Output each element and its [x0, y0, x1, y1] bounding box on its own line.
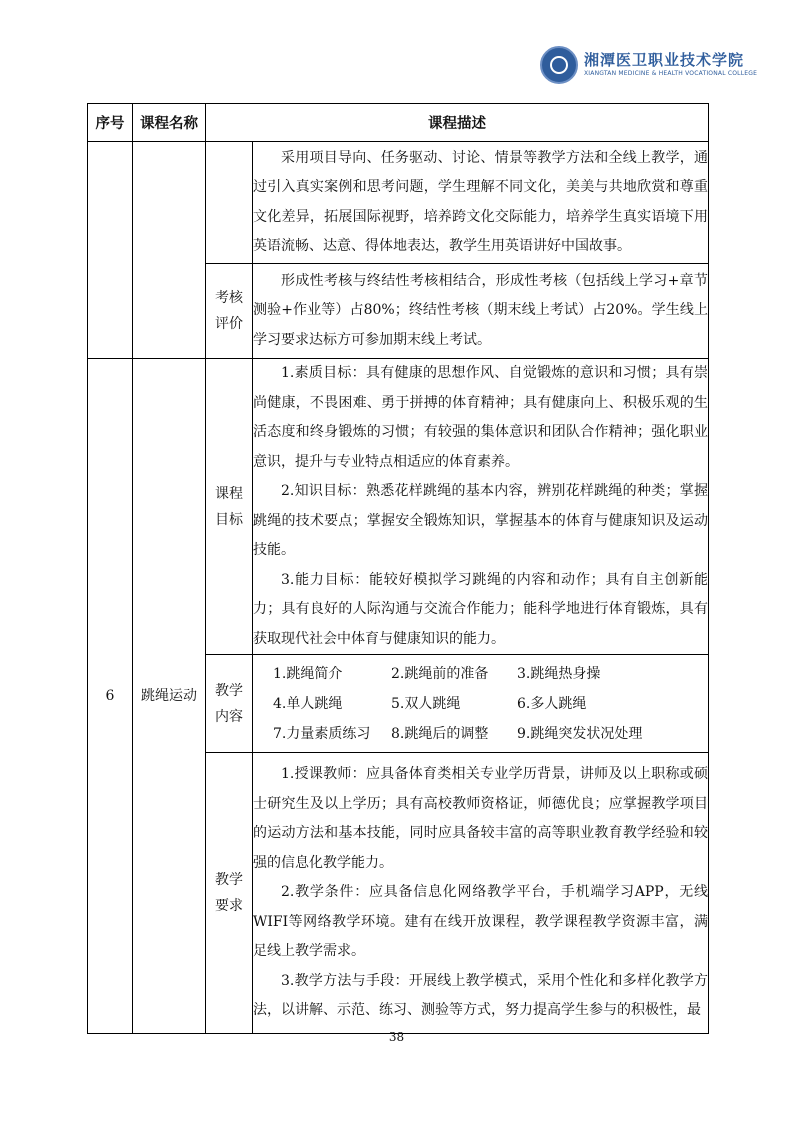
header-course-name: 课程名称	[133, 104, 206, 142]
table-row	[88, 142, 709, 264]
goals-label-line2: 目标	[215, 511, 243, 528]
goals-cell	[253, 359, 709, 655]
college-logo	[540, 46, 758, 86]
header-index: 序号	[88, 104, 133, 142]
prev-description-cell	[253, 142, 709, 264]
content-item: 8.跳绳后的调整	[391, 725, 489, 742]
row6-index-cell: 6	[88, 359, 133, 1034]
logo-english-name: XIANGTAN MEDICINE & HEALTH VOCATIONAL COLLEGE	[584, 70, 758, 77]
page-number: 38	[388, 1030, 405, 1044]
content-item: 4.单人跳绳	[273, 695, 343, 712]
content-item: 5.双人跳绳	[391, 695, 461, 712]
goal-item: 1.素质目标：具有健康的思想作风、自觉锻炼的意识和习惯；具有崇尚健康，不畏困难、勇于拼搏的体育精神；具有健康向上、积极乐观的生活态度和终身锻炼的习惯；有较强的集体意识和团队合作精神；强化职业意识，提升与专业特点相适应的体育素养。	[253, 365, 708, 470]
content-item: 9.跳绳突发状况处理	[517, 725, 643, 742]
goal-item: 3.能力目标：能较好模拟学习跳绳的内容和动作；具有自主创新能力；具有良好的人际沟通与交流合作能力；能科学地进行体育锻炼，具有获取现代社会中体育与健康知识的能力。	[253, 571, 708, 647]
header-course-description: 课程描述	[206, 104, 709, 142]
table-row	[88, 359, 709, 655]
assessment-label-line1: 考核	[215, 290, 243, 306]
assessment-cell	[253, 264, 709, 359]
requirements-label-cell	[206, 753, 253, 1034]
table-header-row	[88, 104, 709, 142]
contents-cell	[253, 655, 709, 753]
course-table	[87, 103, 709, 1034]
assessment-text: 形成性考核与终结性考核相结合，形成性考核（包括线上学习+章节测验+作业等）占80%；终结性考核（期末线上考试）占20%。学生线上学习要求达标方可参加期末线上考试。	[253, 272, 708, 348]
assessment-label-cell	[206, 264, 253, 359]
requirements-label-line1: 教学	[215, 872, 243, 888]
goals-label-cell	[206, 359, 253, 655]
content-item: 6.多人跳绳	[517, 695, 587, 712]
content-label-line2: 内容	[215, 708, 243, 725]
requirement-item: 3.教学方法与手段：开展线上教学模式，采用个性化和多样化教学方法，以讲解、示范、练习、测验等方式，努力提高学生参与的积极性，最	[253, 972, 708, 1019]
prev-name-cell	[133, 142, 206, 359]
college-emblem-icon	[540, 46, 578, 84]
requirement-item: 1.授课教师：应具备体育类相关专业学历背景，讲师及以上职称或硕士研究生及以上学历；具有高校教师资格证，师德优良；应掌握教学项目的运动方法和基本技能，同时应具备较丰富的高等职业教育教学经验和较强的信息化教学能力。	[253, 766, 708, 871]
prev-index-cell	[88, 142, 133, 359]
goal-item: 2.知识目标：熟悉花样跳绳的基本内容，辨别花样跳绳的种类；掌握跳绳的技术要点；掌握安全锻炼知识，掌握基本的体育与健康知识及运动技能。	[253, 483, 708, 558]
row6-course-name-cell: 跳绳运动	[133, 359, 206, 1034]
goals-label-line1: 课程	[215, 485, 243, 502]
content-label-cell	[206, 655, 253, 753]
content-item: 7.力量素质练习	[273, 725, 371, 742]
continuation-text: 采用项目导向、任务驱动、讨论、情景等教学方法和全线上教学，通过引入真实案例和思考问题，学生理解不同文化，美美与共地欣赏和尊重文化差异，拓展国际视野，培养跨文化交际能力，培养学生真实语境下用英语流畅、达意、得体地表达，教学生用英语讲好中国故事。	[253, 149, 708, 254]
prev-label-cell	[206, 142, 253, 264]
requirement-item: 2.教学条件：应具备信息化网络教学平台，手机端学习APP，无线WIFI等网络教学环境。建有在线开放课程，教学课程教学资源丰富，满足线上教学需求。	[253, 884, 708, 960]
assessment-label-line2: 评价	[215, 316, 243, 332]
requirements-label-line2: 要求	[215, 898, 243, 914]
requirements-cell	[253, 753, 709, 1034]
content-item: 1.跳绳简介	[273, 665, 343, 682]
contents-grid	[253, 659, 708, 749]
content-label-line1: 教学	[215, 682, 243, 699]
content-item: 3.跳绳热身操	[517, 665, 601, 682]
logo-chinese-name: 湘潭医卫职业技术学院	[584, 51, 745, 69]
content-item: 2.跳绳前的准备	[391, 665, 489, 682]
